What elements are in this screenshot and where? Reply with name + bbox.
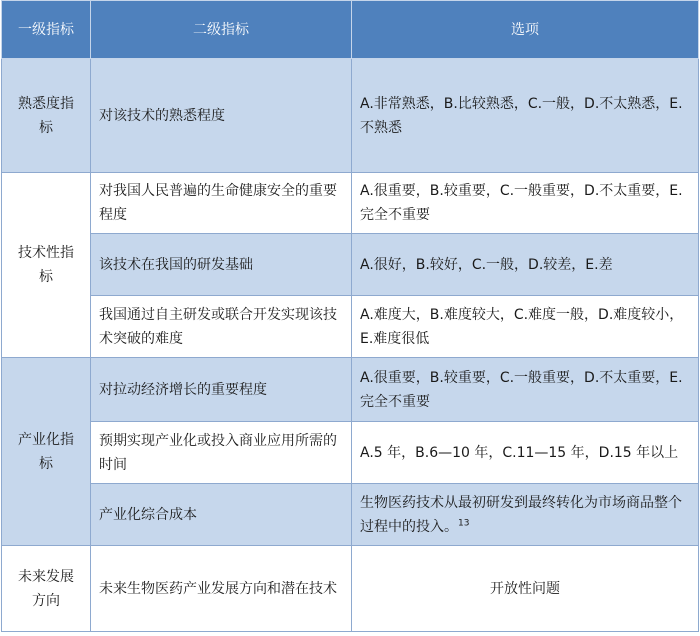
- indicator-cell: 我国通过自主研发或联合开发实现该技术突破的难度: [91, 296, 352, 358]
- footnote-marker: 13: [458, 517, 470, 528]
- table-row: [2, 234, 699, 296]
- options-cell: A.难度大，B.难度较大，C.难度一般，D.难度较小，E.难度很低: [352, 296, 699, 358]
- indicator-cell: 产业化综合成本: [91, 484, 352, 546]
- options-cell: A.5 年，B.6—10 年，C.11—15 年，D.15 年以上: [352, 422, 699, 484]
- header-options: 选项: [352, 1, 699, 59]
- table-row: [2, 296, 699, 358]
- options-text: 生物医药技术从最初研发到最终转化为市场商品整个过程中的投入。: [360, 494, 682, 535]
- table-row: [2, 59, 699, 173]
- table-row: [2, 422, 699, 484]
- options-cell: A.很好，B.较好，C.一般，D.较差，E.差: [352, 234, 699, 296]
- indicator-cell: 对拉动经济增长的重要程度: [91, 358, 352, 422]
- table-row: [2, 173, 699, 234]
- indicator-cell: 未来生物医药产业发展方向和潜在技术: [91, 546, 352, 632]
- category-industrialization: 产业化指标: [2, 358, 91, 546]
- indicator-table: [1, 0, 699, 632]
- table-row: [2, 484, 699, 546]
- indicator-cell: 预期实现产业化或投入商业应用所需的时间: [91, 422, 352, 484]
- indicator-cell: 对我国人民普遍的生命健康安全的重要程度: [91, 173, 352, 234]
- options-cell: A.很重要，B.较重要，C.一般重要，D.不太重要，E.完全不重要: [352, 358, 699, 422]
- category-future: 未来发展方向: [2, 546, 91, 632]
- header-level1: 一级指标: [2, 1, 91, 59]
- category-technical: 技术性指标: [2, 173, 91, 358]
- header-level2: 二级指标: [91, 1, 352, 59]
- options-cell: A.非常熟悉，B.比较熟悉，C.一般，D.不太熟悉，E.不熟悉: [352, 59, 699, 173]
- indicator-cell: 该技术在我国的研发基础: [91, 234, 352, 296]
- table-header-row: [2, 1, 699, 59]
- table-row: [2, 358, 699, 422]
- options-cell: A.很重要，B.较重要，C.一般重要，D.不太重要，E.完全不重要: [352, 173, 699, 234]
- options-cell: [352, 484, 699, 546]
- options-cell: 开放性问题: [352, 546, 699, 632]
- table-row: [2, 546, 699, 632]
- category-familiarity: 熟悉度指标: [2, 59, 91, 173]
- indicator-cell: 对该技术的熟悉程度: [91, 59, 352, 173]
